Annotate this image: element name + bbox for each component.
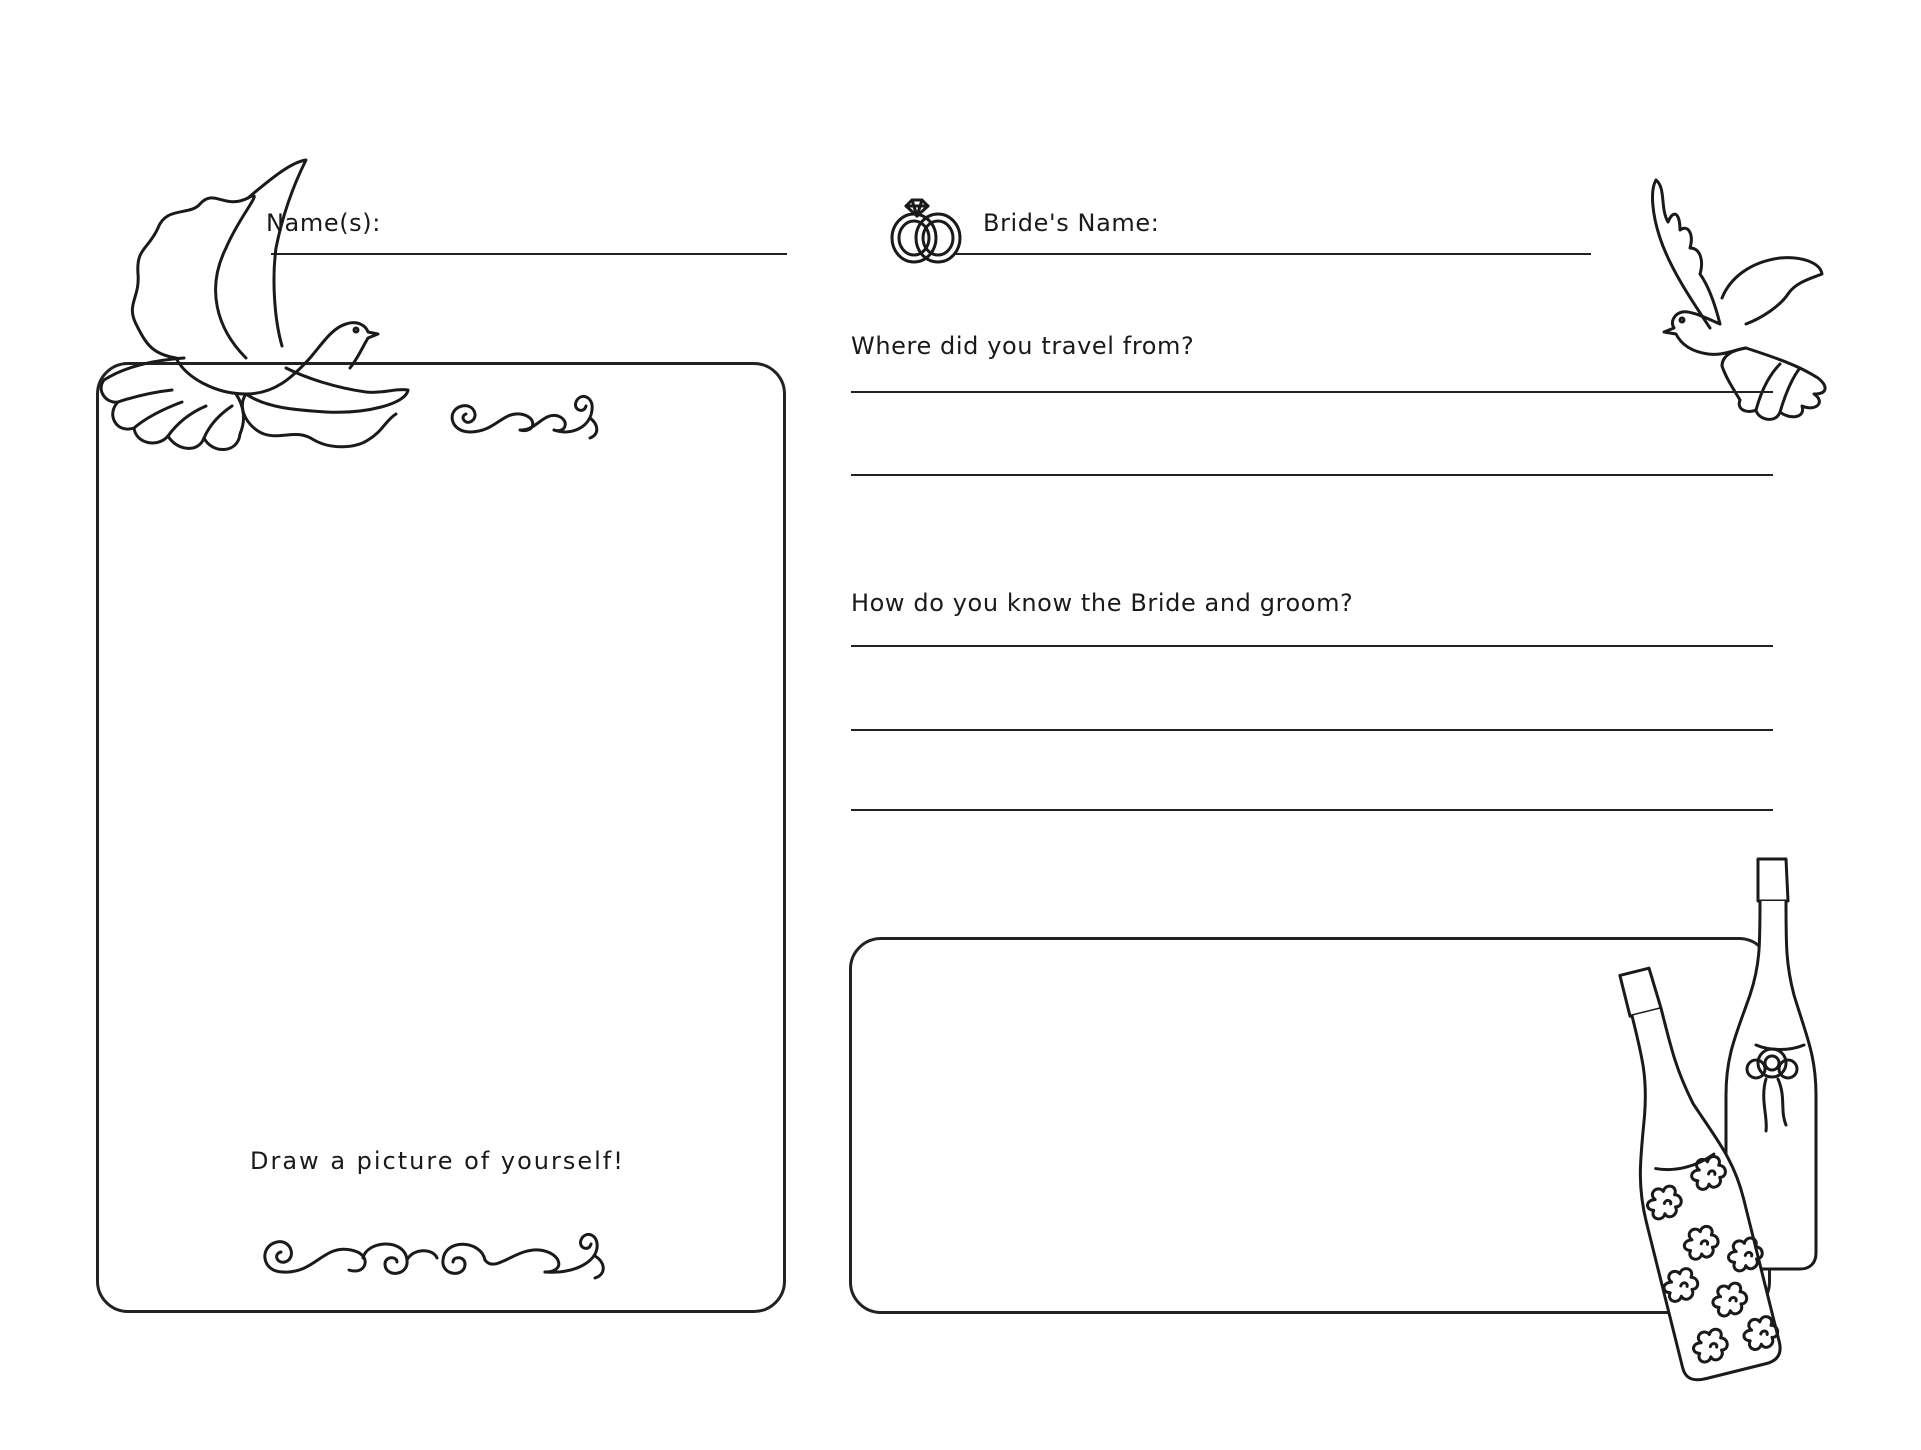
dove-icon	[96, 158, 416, 458]
swirl-flourish-icon	[255, 1228, 625, 1288]
self-portrait-caption: Draw a picture of yourself!	[250, 1147, 625, 1175]
question-travel-label: Where did you travel from?	[851, 332, 1195, 360]
brides-name-label: Bride's Name:	[983, 209, 1160, 237]
answer-line[interactable]	[851, 645, 1773, 647]
answer-line[interactable]	[851, 809, 1773, 811]
wedding-rings-icon	[888, 196, 968, 266]
brides-name-line[interactable]	[955, 253, 1591, 255]
answer-line[interactable]	[851, 729, 1773, 731]
swirl-flourish-icon	[440, 390, 620, 446]
answer-line[interactable]	[851, 391, 1773, 393]
names-label: Name(s):	[266, 209, 381, 237]
question-relationship-label: How do you know the Bride and groom?	[851, 589, 1354, 617]
champagne-bottles-icon	[1610, 855, 1830, 1375]
answer-line[interactable]	[851, 474, 1773, 476]
